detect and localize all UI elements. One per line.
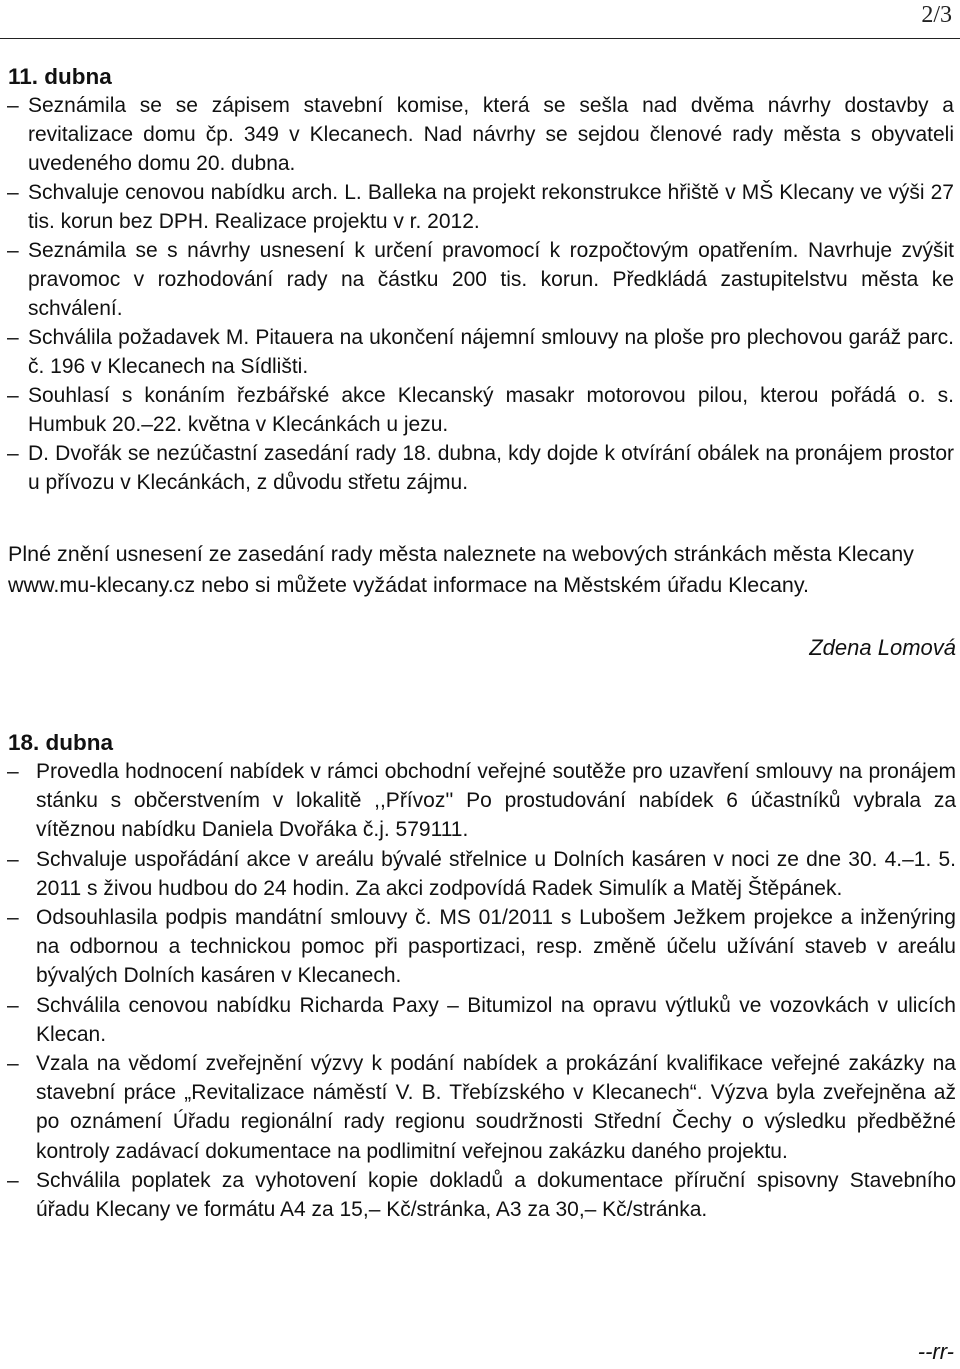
list-item-text: Seznámila se s návrhy usnesení k určení pravomocí k rozpočtovým opatřením. Navrhuje zvýšit pravomoc v rozhodování rady na částku 200 tis. korun. Předkládá zastupitelstvu města ke schválení. [28, 239, 954, 320]
list-item-text: D. Dvořák se nezúčastní zasedání rady 18. dubna, kdy dojde k otvírání obálek na pronájem prostor u přívozu v Klecánkách, z důvodu střetu zájmu. [28, 442, 954, 494]
list-item [0, 236, 960, 323]
list-item-text: Schvaluje uspořádání akce v areálu bývalé střelnice u Dolních kasáren v noci ze dne 30. 4.–1. 5. 2011 s živou hudbou do 24 hodin. Za akci zodpovídá Radek Simulík a Matěj Štěpánek. [36, 847, 956, 900]
list-item [0, 1166, 960, 1224]
bullet-dash: – [7, 442, 19, 465]
list-item-text: Seznámila se se zápisem stavební komise, která se sešla nad dvěma návrhy dostavby a revitalizace domu čp. 349 v Klecanech. Nad návrhy se sejdou členové rady města s obyvateli uvedeného domu 20. dubna. [28, 94, 954, 175]
list-item-text: Provedla hodnocení nabídek v rámci obchodní veřejné soutěže pro uzavření smlouvy na pronájem stánku s občerstvením v lokalitě ,,Přívoz'' Po prostudování nabídek 6 účastníků vybrala za vítěznou nabídku Daniela Dvořáka č.j. 579111. [36, 760, 956, 842]
list-item-text: Schválila požadavek M. Pitauera na ukončení nájemní smlouvy na ploše pro plechovou garáž parc. č. 196 v Klecanech na Sídlišti. [28, 326, 954, 378]
list-item-text: Vzala na vědomí zveřejnění výzvy k podání nabídek a prokázání kvalifikace veřejné zakázky na stavební práce „Revitalizace náměstí V. B. Třebízského v Klecanech“. Výzva byla zveřejněna až po oznámení Úřadu regionální rady regionu soudržnosti Střední Čechy o výsledku předběžné kontroly zadávací dokumentace na podlimitní veřejnou zakázku daného projektu. [36, 1052, 956, 1163]
list-item [0, 323, 960, 381]
section-april-18 [0, 728, 960, 1224]
list-item [0, 1049, 960, 1166]
list-item-text: Odsouhlasila podpis mandátní smlouvy č. MS 01/2011 s Lubošem Ježkem projekce a inženýring na odbornou a technickou pomoc při pasportizaci, resp. změně účelu užívání staveb v areálu bývalých Dolních kasáren v Klecanech. [36, 906, 956, 988]
list-item-text: Schválila poplatek za vyhotovení kopie dokladů a dokumentace příruční spisovny Stavebního úřadu Klecany ve formátu A4 za 15,– Kč/stránka, A3 za 30,– Kč/stránka. [36, 1168, 956, 1222]
bullet-dash: – [7, 94, 19, 117]
list-item-text: Souhlasí s konáním řezbářské akce Klecanský masakr motorovou pilou, kterou pořádá o. s. Humbuk 20.–22. května v Klecánkách u jezu. [28, 384, 954, 436]
website-note: Plné znění usnesení ze zasedání rady města naleznete na webových stránkách města Klecany www.mu-klecany.cz nebo si můžete vyžádat informace na Městském úřadu Klecany. [8, 542, 914, 597]
section-april-11 [0, 62, 960, 497]
page-number: 2/3 [921, 2, 952, 28]
author-signature: Zdena Lomová [809, 635, 956, 660]
list-item [0, 991, 960, 1049]
bullet-dash: – [7, 760, 19, 783]
bullet-dash: – [7, 993, 19, 1017]
list-item [0, 757, 960, 845]
bullet-dash: – [7, 1168, 19, 1192]
bullet-dash: – [7, 384, 19, 407]
bullet-dash: – [7, 239, 19, 262]
bullet-dash: – [7, 847, 19, 871]
list-item [0, 91, 960, 178]
list-item [0, 845, 960, 903]
header-rule [0, 38, 960, 39]
list-item-text: Schválila cenovou nabídku Richarda Paxy – Bitumizol na opravu výtluků ve vozovkách v ulicích Klecan. [36, 993, 956, 1046]
section-heading: 11. dubna [8, 64, 112, 89]
bullet-dash: – [7, 1052, 19, 1076]
bullet-dash: – [7, 181, 19, 204]
section-heading: 18. dubna [8, 730, 114, 755]
list-item [0, 178, 960, 236]
list-item [0, 439, 960, 497]
closing-signature: --rr- [917, 1339, 954, 1364]
bullet-dash: – [7, 326, 19, 349]
list-item-text: Schvaluje cenovou nabídku arch. L. Balleka na projekt rekonstrukce hřiště v MŠ Klecany ve výši 27 tis. korun bez DPH. Realizace projektu v r. 2012. [28, 181, 954, 233]
list-item [0, 903, 960, 991]
list-item [0, 381, 960, 439]
bullet-dash: – [7, 906, 19, 930]
